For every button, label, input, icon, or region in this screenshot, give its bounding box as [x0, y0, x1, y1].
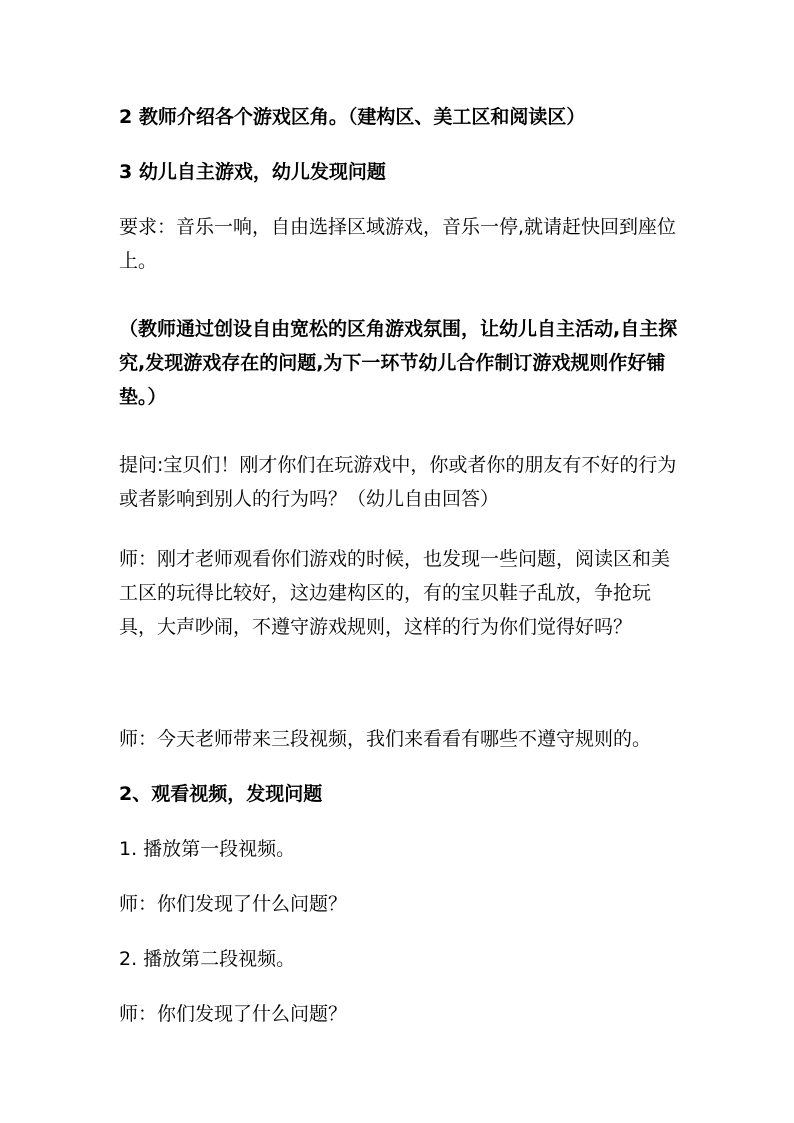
- paragraph-watch-videos-heading: 2、观看视频，发现问题: [119, 783, 323, 805]
- paragraph-question: 提问:宝贝们！刚才你们在玩游戏中，你或者你的朋友有不好的行为或者影响到别人的行为吗？（幼儿自由回答）: [119, 454, 677, 510]
- paragraph-question-second: 师：你们发现了什么问题？: [119, 1003, 348, 1025]
- paragraph-question-first: 师：你们发现了什么问题？: [119, 893, 348, 915]
- paragraph-play-second-video: 2. 播放第二段视频。: [119, 948, 296, 970]
- paragraph-intro-areas: 2 教师介绍各个游戏区角。（建构区、美工区和阅读区）: [119, 106, 586, 128]
- paragraph-play-first-video: 1. 播放第一段视频。: [119, 838, 296, 860]
- paragraph-free-play-heading: 3 幼儿自主游戏，幼儿发现问题: [119, 161, 386, 183]
- paragraph-teacher-observation: 师：刚才老师观看你们游戏的时候，也发现一些问题，阅读区和美工区的玩得比较好，这边建构区的，有的宝贝鞋子乱放，争抢玩具，大声吵闹，不遵守游戏规则，这样的行为你们觉得好吗？: [119, 548, 671, 638]
- paragraph-requirement: 要求：音乐一响，自由选择区域游戏，音乐一停,就请赶快回到座位上。: [119, 216, 677, 272]
- paragraph-teacher-note: （教师通过创设自由宽松的区角游戏氛围，让幼儿自主活动,自主探究,发现游戏存在的问题,为下一环节幼儿合作制订游戏规则作好铺垫。）: [119, 318, 678, 408]
- paragraph-three-videos: 师：今天老师带来三段视频，我们来看看有哪些不遵守规则的。: [119, 728, 652, 750]
